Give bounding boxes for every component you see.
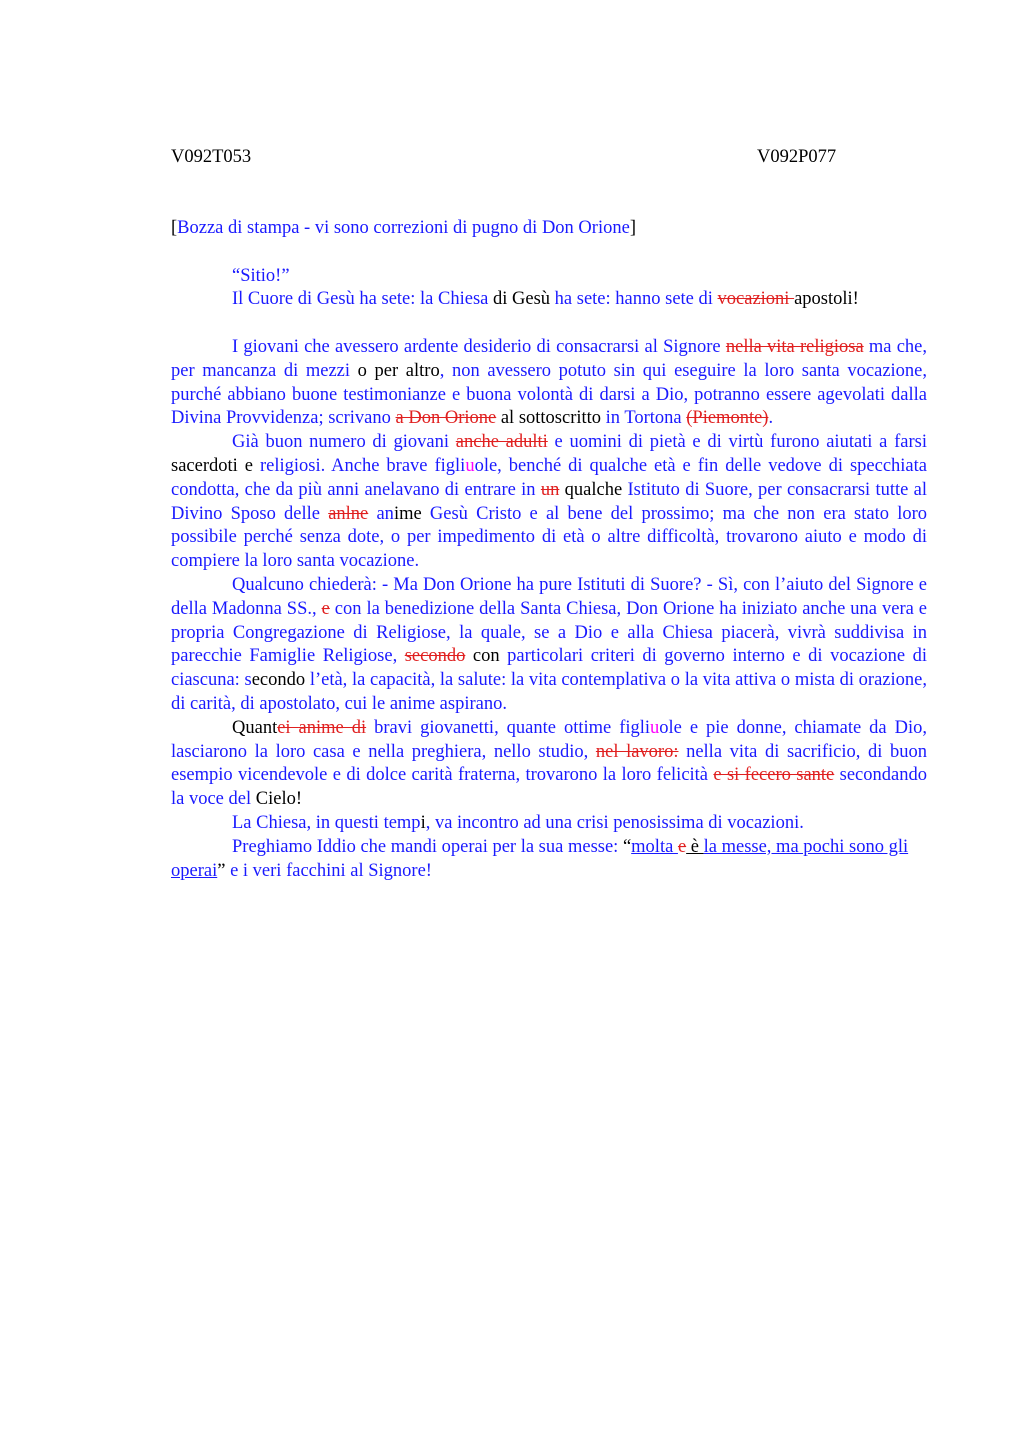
- deleted-text: e: [321, 598, 330, 619]
- blank-line: [171, 312, 927, 336]
- deleted-text: anche adulti: [455, 432, 548, 453]
- paragraph-2: I giovani che avessero ardente desiderio di consacrarsi al Signore nella vita religiosa ma che, per mancanza di mezzi o per altro, non avessero potuto sin qui eseguire la loro santa vocazione, purché abbiano buone testimonianze e buona volontà di darsi a Dio, potranno essere agevolati dalla Divina Provvidenza; scrivano a Don Orione al sottoscritto in Tortona (Piemonte).: [171, 336, 928, 429]
- paragraph-5: Quantei anime di bravi giovanetti, quante ottime figliuole e pie donne, chiamate da Dio, lasciarono la loro casa e nella preghiera, nello studio, nel lavoro: nella vita di sacrificio, di buon esempio vicendevole e di dolce carità fraterna, trovarono la loro felicità e si fecero sante secondando la voce del Cielo!: [171, 717, 927, 810]
- editorial-note: [171, 217, 927, 241]
- deleted-text: nella vita religiosa: [725, 336, 864, 357]
- paragraph-1: Il Cuore di Gesù ha sete: la Chiesa di Gesù ha sete: hanno sete di vocazioni apostoli!: [232, 289, 859, 310]
- deleted-text: ei: [277, 717, 299, 738]
- paragraph-7: Preghiamo Iddio che mandi operai per la sua messe: “molta e è la messe, ma pochi sono gli operai” e i veri facchini al Signore!: [171, 836, 909, 881]
- deleted-text: e si fecero sante: [713, 765, 835, 786]
- deleted-text: (Piemonte): [686, 408, 769, 429]
- blank-line: [171, 241, 927, 265]
- document-code: V092T053: [171, 147, 252, 167]
- deleted-text: a Don Orione: [395, 408, 497, 429]
- deleted-text: nel lavoro:: [595, 741, 679, 762]
- paragraph-4: Qualcuno chiederà: - Ma Don Orione ha pure Istituti di Suore? - Sì, con l’aiuto del Signore e della Madonna SS., e con la benedizione della Santa Chiesa, Don Orione ha iniziato anche una vera e propria Congregazione di Religiose, la quale, se a Dio e alla Chiesa piacerà, vivrà suddivisa in parecchie Famiglie Religiose, secondo con particolari criteri di governo interno e di vocazione di ciascuna: secondo l’età, la capacità, la salute: la vita contemplativa o la vita attiva o mista di orazione, di carità, di apostolato, cui le anime aspirano.: [171, 574, 928, 714]
- document-title: “Sitio!”: [232, 265, 290, 286]
- underlined-quote: la messe, ma pochi sono gli operai: [171, 836, 909, 881]
- deleted-text: anime di: [298, 717, 367, 738]
- deleted-text: e: [677, 836, 687, 857]
- page-code: V092P077: [757, 147, 837, 167]
- deleted-text: un: [540, 479, 560, 500]
- deleted-text: secondo: [404, 646, 466, 667]
- paragraph-6: La Chiesa, in questi tempi, va incontro ad una crisi penosissima di vocazioni.: [232, 812, 804, 833]
- bracket-open: [: [171, 218, 178, 238]
- inserted-letter: u: [465, 455, 475, 476]
- deleted-text: anlne: [328, 503, 369, 524]
- document-body: [171, 217, 927, 883]
- paragraph-3: Già buon numero di giovani anche adulti e uomini di pietà e di virtù furono aiutati a farsi sacerdoti e religiosi. Anche brave figliuole, benché di qualche età e fin delle vedove di specchiata condotta, che da più anni anelavano di entrare in un qualche Istituto di Suore, per consacrarsi tutte al Divino Sposo delle anlne anime Gesù Cristo e al bene del prossimo; ma che non era stato loro possibile perché senza dote, o per impedimento di età o altre difficoltà, trovarono aiuto e modo di compiere la loro santa vocazione.: [171, 432, 928, 572]
- inserted-letter: u: [650, 717, 660, 738]
- deleted-text: vocazioni: [717, 289, 795, 310]
- bracket-close: ]: [629, 218, 636, 238]
- note-text: Bozza di stampa - vi sono correzioni di pugno di Don Orione: [177, 218, 630, 238]
